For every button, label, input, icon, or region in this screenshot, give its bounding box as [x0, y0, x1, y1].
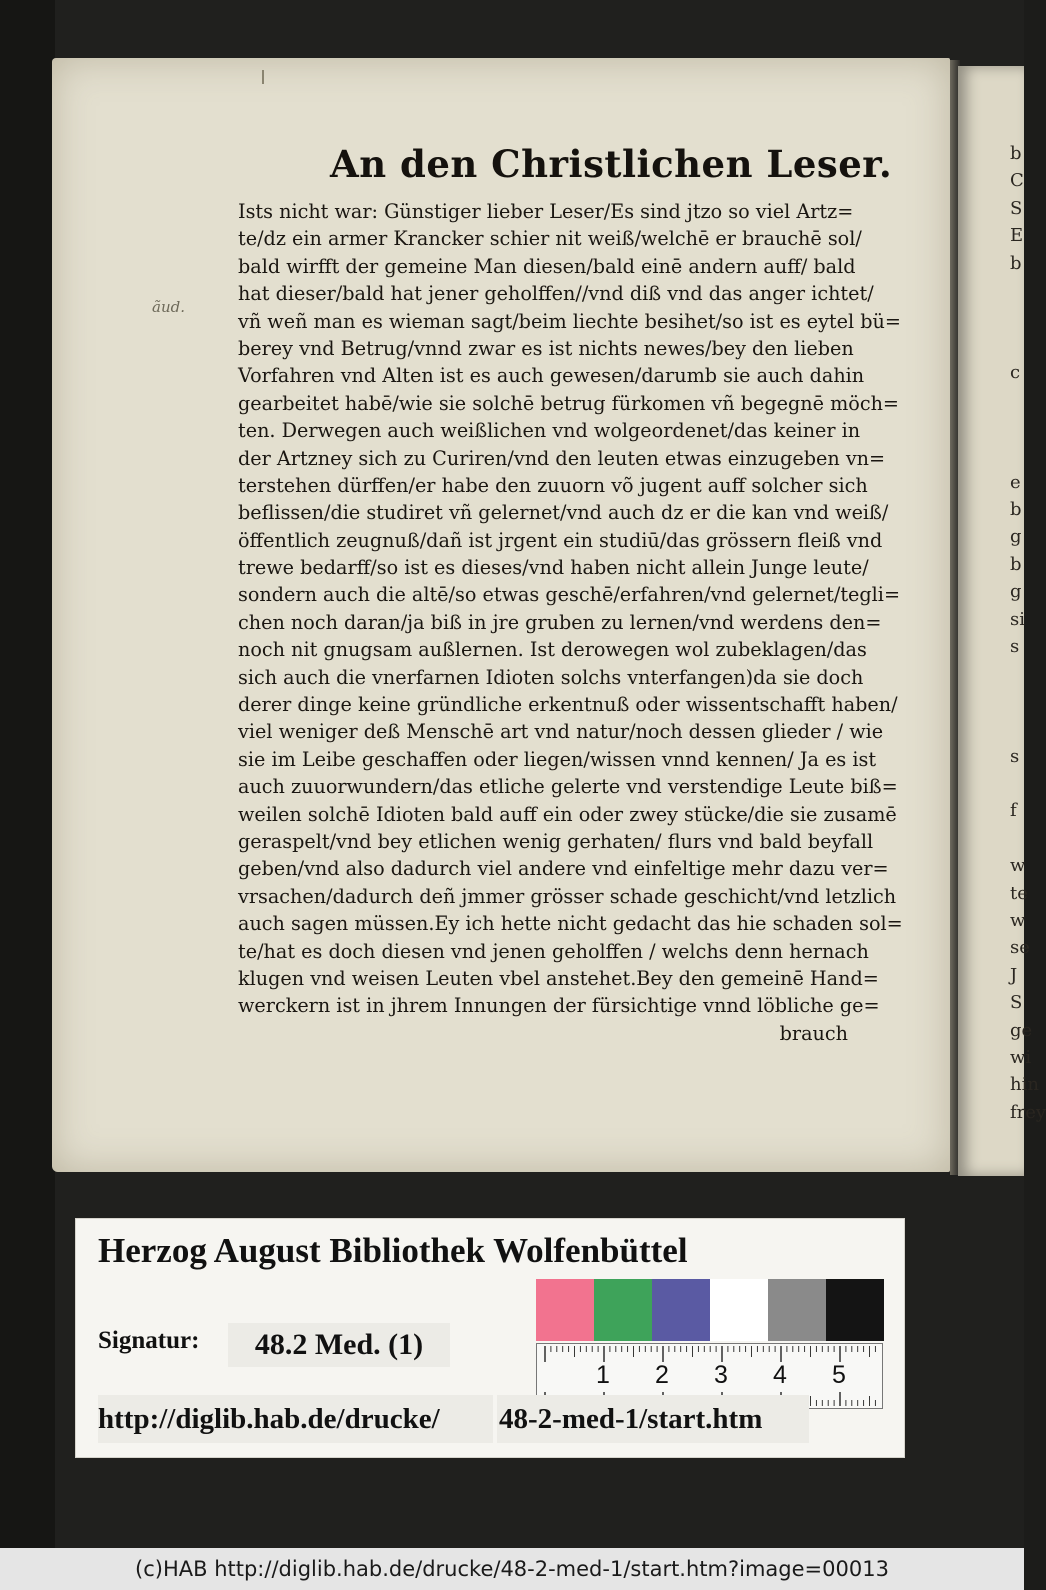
facing-line-fragment: s: [1010, 636, 1020, 658]
facing-line-fragment: [1010, 304, 1024, 331]
facing-line-fragment: frey: [1010, 1101, 1046, 1123]
color-calibration-chart: [536, 1279, 884, 1341]
text-line: chen noch daran/ja biß in jre gruben zu lernen/vnd werdens den=: [238, 610, 882, 634]
facing-line-fragment: w: [1010, 909, 1026, 931]
text-line: terstehen dürffen/er habe den zuuorn võ jugent auff solcher sich: [238, 473, 868, 497]
library-name: Herzog August Bibliothek Wolfenbüttel: [98, 1231, 688, 1270]
facing-line-fragment: [1010, 825, 1024, 852]
facing-line-fragment: E: [1010, 225, 1024, 247]
text-line: derer dinge keine gründliche erkentnuß oder wissentschafft haben/: [238, 693, 898, 717]
text-line: brauch: [779, 1021, 848, 1045]
text-line: vñ weñ man es wieman sagt/beim liechte besihet/so ist es eytel bü=: [238, 309, 901, 333]
facing-line-fragment: b: [1010, 499, 1022, 521]
facing-line-fragment: S: [1010, 992, 1023, 1014]
text-line: berey vnd Betrug/vnnd zwar es ist nichts newes/bey den lieben: [238, 336, 854, 360]
facing-line-fragment: w: [1010, 855, 1026, 877]
color-swatch: [768, 1279, 826, 1341]
text-line: hat dieser/bald hat jener geholffen//vnd diß vnd das anger ichtet/: [238, 282, 874, 306]
facing-line-fragment: [1010, 332, 1024, 359]
ruler-number: 5: [832, 1361, 846, 1389]
copyright-footer: (c)HAB http://diglib.hab.de/drucke/48-2-med-1/start.htm?image=00013: [0, 1548, 1024, 1590]
text-line: klugen vnd weisen Leuten vbel anstehet.Bey den gemeinē Hand=: [238, 966, 879, 990]
text-line: noch nit gnugsam außlernen. Ist derowegen wol zubeklagen/das: [238, 638, 867, 662]
facing-line-fragment: [1010, 715, 1024, 742]
text-line: sondern auch die altē/so etwas geschē/erfahren/vnd gelernet/tegli=: [238, 583, 901, 607]
ruler-number: 4: [773, 1361, 787, 1389]
text-line: Vorfahren vnd Alten ist es auch gewesen/darumb sie auch dahin: [238, 364, 865, 388]
color-swatch: [710, 1279, 768, 1341]
text-line: weilen solchē Idioten bald auff ein oder zwey stücke/die sie zusamē: [238, 802, 897, 826]
text-line: viel weniger deß Menschē art vnd natur/noch dessen glieder / wie: [238, 720, 884, 744]
facing-page-text: [1010, 140, 1046, 1123]
color-swatch: [652, 1279, 710, 1341]
facing-line-fragment: g: [1010, 526, 1022, 548]
text-line: werckern ist in jhrem Innungen der fürsichtige vnnd löbliche ge=: [238, 994, 880, 1018]
facing-line-fragment: S: [1010, 197, 1023, 219]
text-line: gearbeitet habē/wie sie solchē betrug fürkomen vñ begegnē möch=: [238, 391, 900, 415]
ruler-number: 1: [596, 1361, 610, 1389]
text-line: sich auch die vnerfarnen Idioten solchs vnterfangen)da sie doch: [238, 665, 864, 689]
facing-line-fragment: c: [1010, 362, 1021, 384]
scan-left-edge: [0, 0, 55, 1548]
facing-line-fragment: C: [1010, 170, 1024, 192]
page-mark: [262, 70, 264, 84]
text-line: ten. Derwegen auch weißlichen vnd wolgeordenet/das keiner in: [238, 419, 861, 443]
facing-line-fragment: [1010, 441, 1024, 468]
facing-line-fragment: b: [1010, 553, 1022, 575]
color-swatch: [536, 1279, 594, 1341]
text-line: Ists nicht war: Günstiger lieber Leser/Es sind jtzo so viel Artz=: [238, 200, 854, 223]
facing-line-fragment: ge: [1010, 1019, 1033, 1041]
text-line: te/dz ein armer Krancker schier nit weiß/welchē er brauchē sol/: [238, 227, 862, 251]
facing-line-fragment: [1010, 688, 1024, 715]
ruler-number: 2: [655, 1361, 669, 1389]
facing-line-fragment: e: [1010, 471, 1021, 493]
text-line: bald wirfft der gemeine Man diesen/bald einē andern auff/ bald: [238, 254, 856, 278]
facing-line-fragment: b: [1010, 252, 1022, 274]
color-swatch: [826, 1279, 884, 1341]
facing-line-fragment: [1010, 660, 1024, 687]
margin-note: ãud.: [152, 298, 185, 316]
facing-line-fragment: g: [1010, 581, 1022, 603]
facing-line-fragment: f: [1010, 800, 1017, 822]
text-line: geraspelt/vnd bey etlichen wenig gerhaten/ flurs vnd bald beyfall: [238, 829, 874, 853]
facing-line-fragment: [1010, 387, 1024, 414]
signature-label: Signatur:: [98, 1327, 200, 1354]
facing-line-fragment: s: [1010, 745, 1020, 767]
facing-line-fragment: b: [1010, 143, 1022, 164]
text-line: öffentlich zeugnuß/dañ ist jrgent ein studiū/das grössern fleiß vnd: [238, 528, 883, 552]
text-line: beflissen/die studiret vñ gelernet/vnd auch dz er die kan vnd weiß/: [238, 501, 889, 525]
page-body-text: [238, 198, 903, 1047]
facing-line-fragment: si: [1010, 608, 1025, 630]
text-line: auch sagen müssen.Ey ich hette nicht gedacht das hie schaden sol=: [238, 912, 903, 936]
ruler-number: 3: [714, 1361, 728, 1389]
url-part-1: http://diglib.hab.de/drucke/: [98, 1395, 493, 1443]
text-line: geben/vnd also dadurch viel andere vnd einfeltige mehr dazu ver=: [238, 857, 889, 881]
text-line: trewe bedarff/so ist es dieses/vnd haben nicht allein Junge leute/: [238, 556, 869, 580]
facing-line-fragment: [1010, 770, 1024, 797]
text-line: der Artzney sich zu Curiren/vnd den leuten etwas einzugeben vn=: [238, 446, 886, 470]
library-label: [75, 1218, 905, 1458]
facing-line-fragment: wi: [1010, 1046, 1032, 1068]
url-part-2: 48-2-med-1/start.htm: [497, 1395, 809, 1443]
text-line: sie im Leibe geschaffen oder liegen/wissen vnnd kennen/ Ja es ist: [238, 747, 877, 771]
text-line: te/hat es doch diesen vnd jenen geholffen / welchs denn hernach: [238, 939, 869, 963]
page-heading: An den Christlichen Leser.: [330, 142, 893, 186]
facing-line-fragment: [1010, 277, 1024, 304]
text-line: auch zuuorwundern/das etliche gelerte vnd verstendige Leute biß=: [238, 775, 898, 799]
text-line: vrsachen/dadurch deñ jmmer grösser schade geschicht/vnd letzlich: [238, 884, 897, 908]
signature-value: 48.2 Med. (1): [228, 1323, 450, 1367]
facing-line-fragment: [1010, 414, 1024, 441]
facing-line-fragment: se: [1010, 937, 1030, 959]
facing-line-fragment: hin: [1010, 1074, 1039, 1096]
color-swatch: [594, 1279, 652, 1341]
facing-line-fragment: J: [1010, 964, 1018, 986]
facing-line-fragment: te: [1010, 882, 1028, 904]
